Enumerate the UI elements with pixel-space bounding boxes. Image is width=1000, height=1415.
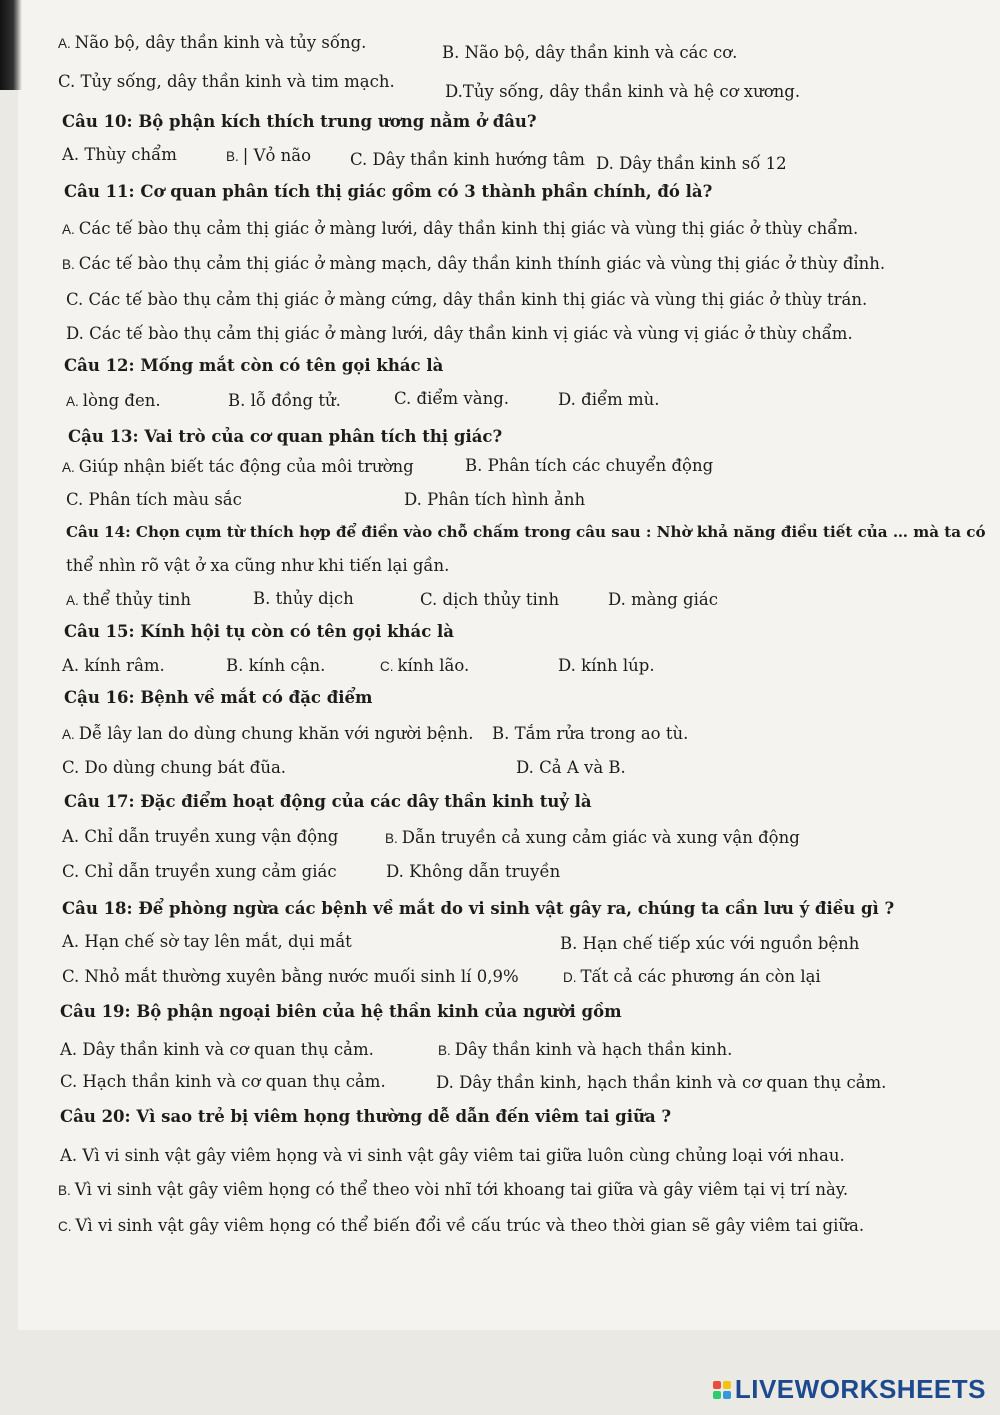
line-text: D. điểm mù. (558, 390, 660, 409)
line-text: D.Tủy sống, dây thần kinh và hệ cơ xương. (445, 82, 801, 101)
line-text: Não bộ, dây thần kinh và tủy sống. (74, 33, 367, 52)
question-text (64, 182, 712, 202)
option-letter: D. (563, 970, 577, 985)
question-text (64, 792, 592, 812)
brand-text: LIVEWORKSHEETS (734, 1374, 986, 1404)
line-text: Câu 14: Chọn cụm từ thích hợp để điền vào chỗ chấm trong câu sau : Nhờ khả năng điều tiết của … mà ta có (66, 523, 986, 541)
answer-option[interactable] (62, 932, 352, 952)
line-text: Câu 20: Vì sao trẻ bị viêm họng thường dễ dẫn đến viêm tai giữa ? (60, 1107, 672, 1126)
answer-option[interactable] (62, 862, 337, 882)
option-letter: A. (66, 394, 79, 409)
answer-option[interactable] (60, 1146, 845, 1166)
answer-option[interactable] (438, 1040, 732, 1061)
line-text: B. kính cận. (226, 656, 326, 675)
question-text (62, 112, 537, 132)
question-text (64, 688, 372, 708)
line-text: C. Dây thần kinh hướng tâm (350, 150, 585, 169)
line-text: C. Chỉ dẫn truyền xung cảm giác (62, 862, 337, 881)
line-text: Câu 12: Mống mắt còn có tên gọi khác là (64, 356, 444, 375)
answer-option[interactable] (62, 827, 338, 847)
answer-option[interactable] (563, 967, 821, 988)
answer-option[interactable] (62, 254, 885, 275)
option-letter: A. (58, 36, 71, 51)
question-text (64, 622, 454, 642)
line-text: D. kính lúp. (558, 656, 655, 675)
line-text: D. Không dẫn truyền (386, 862, 561, 881)
answer-option[interactable] (66, 324, 853, 344)
option-letter: A. (62, 460, 75, 475)
option-letter: B. (58, 1183, 71, 1198)
answer-option[interactable] (58, 33, 366, 54)
liveworksheets-logo (713, 1374, 986, 1405)
question-text (66, 522, 986, 542)
answer-option[interactable] (60, 1072, 386, 1092)
line-text: Câu 11: Cơ quan phân tích thị giác gồm có 3 thành phần chính, đó là? (64, 182, 713, 201)
option-letter: C. (380, 659, 394, 674)
answer-option[interactable] (66, 556, 449, 576)
answer-option[interactable] (386, 862, 560, 882)
answer-option[interactable] (226, 146, 311, 167)
line-text: Câu 10: Bộ phận kích thích trung ương nằm ở đâu? (62, 112, 537, 131)
answer-option[interactable] (516, 758, 626, 778)
line-text: Dễ lây lan do dùng chung khăn với người bệnh. (78, 724, 474, 743)
answer-option[interactable] (404, 490, 585, 510)
answer-option[interactable] (560, 934, 859, 954)
line-text: C. Do dùng chung bát đũa. (62, 758, 287, 777)
line-text: D. Dây thần kinh, hạch thần kinh và cơ quan thụ cảm. (436, 1073, 887, 1092)
answer-option[interactable] (58, 72, 395, 92)
line-text: lòng đen. (82, 391, 161, 410)
line-text: kính lão. (397, 656, 470, 675)
answer-option[interactable] (62, 656, 165, 676)
line-text: B. lỗ đồng tử. (228, 391, 341, 410)
answer-option[interactable] (58, 1216, 864, 1237)
answer-option[interactable] (608, 590, 718, 610)
line-text: Câu 17: Đặc điểm hoạt động của các dây thần kinh tuỷ là (64, 792, 592, 811)
option-letter: A. (62, 727, 75, 742)
option-letter: B. (62, 257, 75, 272)
line-text: B. Tắm rửa trong ao tù. (492, 724, 689, 743)
answer-option[interactable] (66, 490, 242, 510)
answer-option[interactable] (558, 390, 660, 410)
line-text: Câu 19: Bộ phận ngoại biên của hệ thần kinh của người gồm (60, 1002, 622, 1021)
line-text: B. Phân tích các chuyển động (465, 456, 714, 475)
line-text: Cậu 16: Bệnh về mắt có đặc điểm (64, 688, 373, 707)
question-text (68, 427, 502, 447)
line-text: A. kính râm. (62, 656, 165, 675)
line-text: A. Dây thần kinh và cơ quan thụ cảm. (60, 1040, 374, 1059)
line-text: B. Hạn chế tiếp xúc với nguồn bệnh (560, 934, 860, 953)
answer-option[interactable] (62, 145, 177, 165)
answer-option[interactable] (436, 1073, 886, 1093)
answer-option[interactable] (62, 219, 858, 240)
answer-option[interactable] (465, 456, 713, 476)
option-letter: B. (438, 1043, 451, 1058)
line-text: Câu 18: Để phòng ngừa các bệnh về mắt do vi sinh vật gây ra, chúng ta cần lưu ý điều gì ? (62, 899, 895, 918)
line-text: A. Vì vi sinh vật gây viêm họng và vi sinh vật gây viêm tai giữa luôn cùng chủng loại với nhau. (60, 1146, 845, 1165)
line-text: C. Phân tích màu sắc (66, 490, 242, 509)
liveworksheets-icon (713, 1381, 731, 1399)
line-text: D. Cả A và B. (516, 758, 626, 777)
line-text: Dẫn truyền cả xung cảm giác và xung vận động (401, 828, 800, 847)
option-letter: A. (62, 222, 75, 237)
answer-option[interactable] (60, 1040, 374, 1060)
answer-option[interactable] (445, 82, 800, 102)
question-text (62, 899, 894, 919)
line-text: thể thủy tinh (82, 590, 192, 609)
answer-option[interactable] (253, 589, 354, 609)
line-text: Câu 15: Kính hội tụ còn có tên gọi khác là (64, 622, 454, 641)
line-text: Dây thần kinh và hạch thần kinh. (454, 1040, 733, 1059)
answer-option[interactable] (226, 656, 325, 676)
line-text: Các tế bào thụ cảm thị giác ở màng lưới, dây thần kinh thị giác và vùng thị giác ở thùy chẩm. (78, 219, 859, 238)
answer-option[interactable] (62, 758, 286, 778)
line-text: C. Nhỏ mắt thường xuyên bằng nước muối sinh lí 0,9% (62, 967, 519, 986)
line-text: B. Não bộ, dây thần kinh và các cơ. (442, 43, 738, 62)
line-text: C. dịch thủy tinh (420, 590, 560, 609)
line-text: Các tế bào thụ cảm thị giác ở màng mạch, dây thần kinh thính giác và vùng thị giác ở thùy đỉnh. (78, 254, 886, 273)
line-text: D. Phân tích hình ảnh (404, 490, 586, 509)
line-text: A. Chỉ dẫn truyền xung vận động (62, 827, 339, 846)
line-text: B. thủy dịch (253, 589, 354, 608)
line-text: C. Hạch thần kinh và cơ quan thụ cảm. (60, 1072, 386, 1091)
option-letter: B. (385, 831, 398, 846)
answer-option[interactable] (58, 1180, 848, 1201)
line-text: D. Các tế bào thụ cảm thị giác ở màng lưới, dây thần kinh vị giác và vùng vị giác ở thùy chẩm. (66, 324, 853, 343)
line-text: C. Các tế bào thụ cảm thị giác ở màng cứng, dây thần kinh thị giác và vùng thị giác ở thùy trán. (66, 290, 868, 309)
answer-option[interactable] (394, 389, 509, 409)
answer-option[interactable] (596, 154, 787, 174)
question-text (60, 1002, 622, 1022)
line-text: Vì vi sinh vật gây viêm họng có thể biến đổi về cấu trúc và theo thời gian sẽ gây viêm tai giữa. (75, 1216, 865, 1235)
line-text: | Vỏ não (242, 146, 312, 165)
answer-option[interactable] (558, 656, 655, 676)
option-letter: B. (226, 149, 239, 164)
line-text: thể nhìn rõ vật ở xa cũng như khi tiến lại gần. (66, 556, 450, 575)
answer-option[interactable] (380, 656, 469, 677)
option-letter: A. (66, 593, 79, 608)
option-letter: C. (58, 1219, 72, 1234)
question-text (64, 356, 443, 376)
line-text: Vì vi sinh vật gây viêm họng có thể theo vòi nhĩ tới khoang tai giữa và gây viêm tại vị trí này. (74, 1180, 849, 1199)
line-text: A. Thùy chẩm (62, 145, 177, 164)
answer-option[interactable] (66, 391, 161, 412)
answer-option[interactable] (66, 290, 867, 310)
line-text: D. màng giác (608, 590, 718, 609)
answer-option[interactable] (66, 590, 191, 611)
answer-option[interactable] (228, 391, 341, 411)
answer-option[interactable] (442, 43, 737, 63)
line-text: Tất cả các phương án còn lại (580, 967, 821, 986)
answer-option[interactable] (420, 590, 559, 610)
answer-option[interactable] (350, 150, 585, 170)
line-text: C. Tủy sống, dây thần kinh và tim mạch. (58, 72, 395, 91)
question-text (60, 1107, 671, 1127)
line-text: Giúp nhận biết tác động của môi trường (78, 457, 414, 476)
answer-option[interactable] (62, 724, 474, 745)
line-text: D. Dây thần kinh số 12 (596, 154, 787, 173)
line-text: C. điểm vàng. (394, 389, 510, 408)
answer-option[interactable] (62, 967, 519, 987)
scan-edge (0, 0, 22, 90)
line-text: Cậu 13: Vai trò của cơ quan phân tích thị giác? (68, 427, 503, 446)
answer-option[interactable] (492, 724, 688, 744)
answer-option[interactable] (62, 457, 414, 478)
answer-option[interactable] (385, 828, 800, 849)
line-text: A. Hạn chế sờ tay lên mắt, dụi mắt (62, 932, 352, 951)
